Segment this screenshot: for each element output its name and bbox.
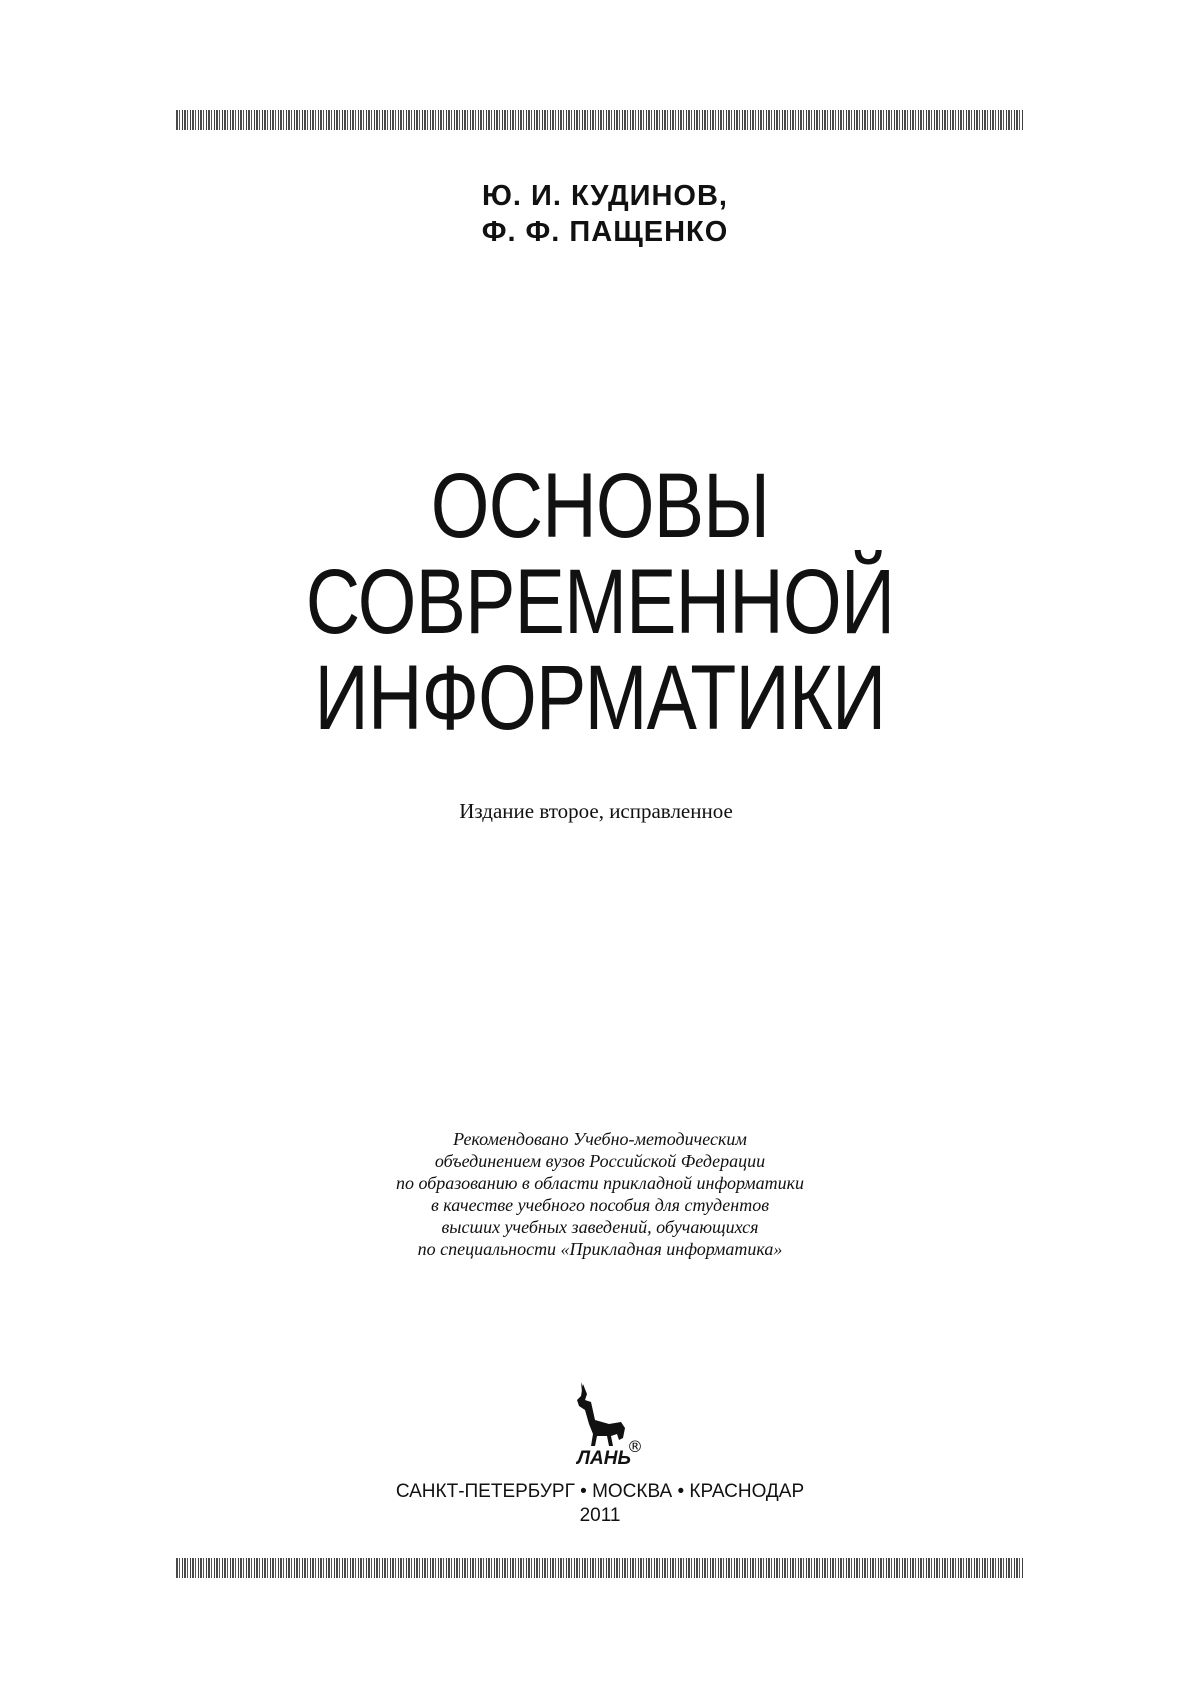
authors-block <box>0 178 1200 250</box>
bottom-decorative-rule <box>176 1558 1024 1578</box>
edition-text: Издание второе, исправленное <box>459 799 733 823</box>
title-line-2: СОВРЕМЕННОЙ <box>305 551 895 653</box>
publisher-logo-text: ЛАНЬ <box>577 1448 631 1469</box>
recommendation-line: Рекомендовано Учебно-методическим <box>453 1129 747 1149</box>
title-line-3: ИНФОРМАТИКИ <box>314 647 886 749</box>
author-1: Ю. И. КУДИНОВ, <box>482 180 728 212</box>
recommendation-line: высших учебных заведений, обучающихся <box>441 1217 759 1237</box>
recommendation-block <box>0 1128 1200 1260</box>
top-decorative-rule <box>176 110 1024 130</box>
publication-year: 2011 <box>579 1505 621 1526</box>
registered-mark: ® <box>627 1437 643 1456</box>
book-title <box>108 455 1092 749</box>
publication-cities: САНКТ-ПЕТЕРБУРГ • МОСКВА • КРАСНОДАР <box>395 1481 805 1502</box>
title-line-1: ОСНОВЫ <box>430 455 770 557</box>
doe-icon <box>577 1382 625 1446</box>
recommendation-line: в качестве учебного пособия для студентов <box>430 1195 770 1215</box>
publisher-logo <box>565 1380 645 1472</box>
edition-note <box>0 798 1200 824</box>
recommendation-line: объединением вузов Российской Федерации <box>434 1151 766 1171</box>
author-2: Ф. Ф. ПАЩЕНКО <box>481 216 729 248</box>
recommendation-line: по специальности «Прикладная информатика» <box>417 1239 783 1259</box>
recommendation-line: по образованию в области прикладной информатики <box>395 1173 804 1193</box>
